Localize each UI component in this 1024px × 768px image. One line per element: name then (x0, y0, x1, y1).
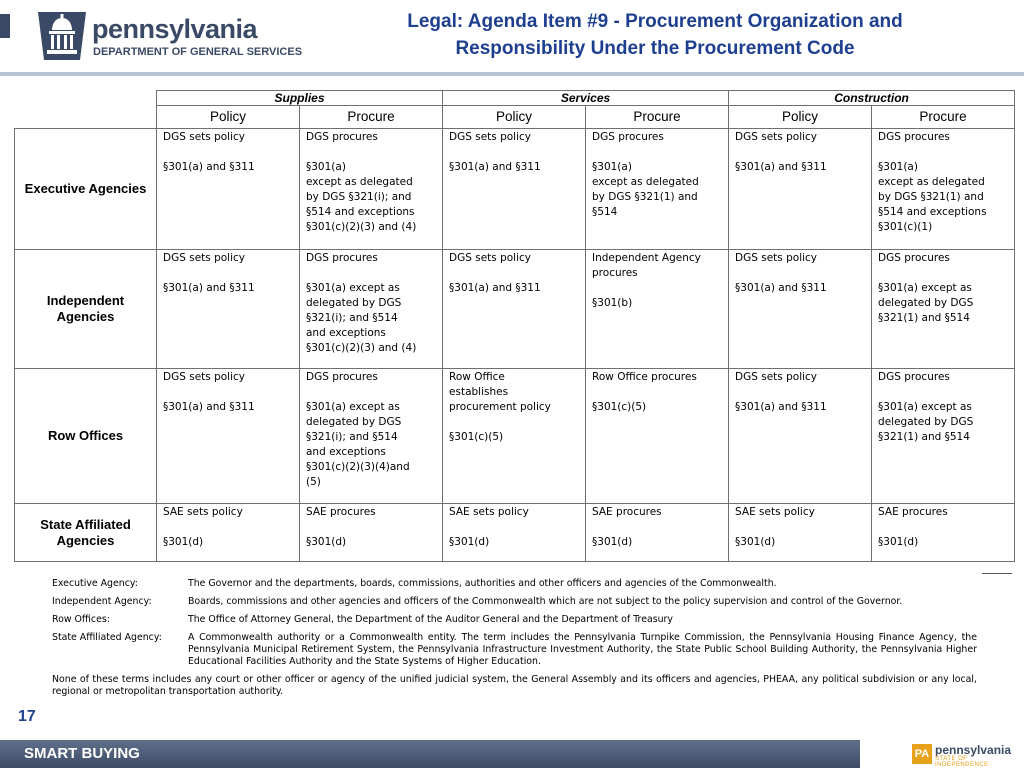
row-header-independent-agencies: Independent Agencies (15, 250, 157, 369)
exclusion-note: None of these terms includes any court or other officer or agency of the unified judicial system, the General Assembly and its officers and agencies, PHEAA, any political subdivision or any local, regional or metropolitan transportation authority. (52, 674, 977, 697)
pa-state-logo (912, 742, 1020, 766)
footer-bar (0, 740, 860, 768)
subheader-policy: Policy (729, 106, 872, 129)
pa-tagline: STATE OF INDEPENDENCE (935, 756, 989, 768)
table-cell: DGS sets policy §301(a) and §311 (729, 129, 872, 250)
slide-title-line-1: Legal: Agenda Item #9 - Procurement Organization and (407, 11, 903, 32)
slide-title (330, 8, 980, 62)
table-cell: DGS procures §301(a) except as delegated by DGS §321(1) and §514 (872, 250, 1015, 369)
definition-item (52, 578, 977, 590)
definition-item (52, 596, 977, 608)
table-cell: SAE sets policy §301(d) (157, 504, 300, 562)
slide-header (0, 0, 1024, 76)
pa-wordmark: pennsylvania (935, 743, 1012, 757)
table-cell: Independent Agency procures §301(b) (586, 250, 729, 369)
table-row (15, 129, 1015, 250)
header-accent-tab (0, 14, 10, 38)
table-cell: DGS sets policy §301(a) and §311 (443, 129, 586, 250)
table-cell: Row Office establishes procurement policy §301(c)(5) (443, 369, 586, 504)
dgs-logo (14, 8, 314, 64)
subheader-procure: Procure (300, 106, 443, 129)
definition-text: Boards, commissions and other agencies and officers of the Commonwealth which are not subject to the policy supervision and control of the Governor. (188, 596, 903, 607)
definition-term: Executive Agency: (52, 578, 138, 589)
table-cell: DGS procures §301(a) except as delegated by DGS §321(i); and §514 and exceptions §301(c)(2)(3)(4)and (5) (300, 369, 443, 504)
subheader-procure: Procure (586, 106, 729, 129)
divider (982, 573, 1012, 574)
slide-title-line-2: Responsibility Under the Procurement Code (455, 38, 855, 59)
definition-text: The Governor and the departments, boards, commissions, authorities and other officers and agencies of the Commonwealth. (188, 578, 777, 589)
row-header-state-affiliated-agencies: State Affiliated Agencies (15, 504, 157, 562)
table-row (15, 369, 1015, 504)
logo-wordmark: pennsylvania (92, 14, 258, 44)
group-header-supplies: Supplies (157, 91, 443, 106)
subheader-policy: Policy (443, 106, 586, 129)
definition-text: A Commonwealth authority or a Commonwealth entity. The term includes the Pennsylvania Turnpike Commission, the Pennsylvania Housing Finance Agency, the Pennsylvania Municipal Retirement System, the Pennsylvania Infrastructure Investment Authority, the State Public School Building Authority, the Pennsylvania Higher Educational Facilities Authority and the State Systems of Higher Education. (188, 632, 977, 667)
table-corner (15, 91, 157, 129)
row-header-row-offices: Row Offices (15, 369, 157, 504)
definitions-block (52, 578, 977, 698)
definition-term: Independent Agency: (52, 596, 152, 607)
table-cell: DGS sets policy §301(a) and §311 (157, 129, 300, 250)
group-header-services: Services (443, 91, 729, 106)
table-cell: DGS sets policy §301(a) and §311 (157, 250, 300, 369)
table-cell: DGS procures §301(a) except as delegated by DGS §321(1) and §514 (586, 129, 729, 250)
table-row (15, 250, 1015, 369)
row-header-executive-agencies: Executive Agencies (15, 129, 157, 250)
table-cell: SAE sets policy §301(d) (729, 504, 872, 562)
table-cell: SAE procures §301(d) (872, 504, 1015, 562)
subheader-policy: Policy (157, 106, 300, 129)
table-cell: Row Office procures §301(c)(5) (586, 369, 729, 504)
definition-text: The Office of Attorney General, the Department of the Auditor General and the Department of Treasury (188, 614, 673, 625)
subheader-procure: Procure (872, 106, 1015, 129)
slide-footer (0, 740, 1024, 768)
procurement-table (14, 90, 1014, 574)
definition-item (52, 632, 977, 668)
definition-term: State Affiliated Agency: (52, 632, 162, 643)
table-cell: SAE sets policy §301(d) (443, 504, 586, 562)
table-cell: DGS sets policy §301(a) and §311 (157, 369, 300, 504)
footer-label: SMART BUYING (24, 745, 140, 762)
table-cell: DGS sets policy §301(a) and §311 (729, 250, 872, 369)
table-cell: DGS procures §301(a) except as delegated by DGS §321(i); and §514 and exceptions §301(c)(2)(3) and (4) (300, 250, 443, 369)
table-cell: DGS procures §301(a) except as delegated by DGS §321(1) and §514 (872, 369, 1015, 504)
table-cell: SAE procures §301(d) (300, 504, 443, 562)
table-row (15, 504, 1015, 562)
table-cell: DGS procures §301(a) except as delegated by DGS §321(1) and §514 and exceptions §301(c)(1) (872, 129, 1015, 250)
table-cell: DGS procures §301(a) except as delegated by DGS §321(i); and §514 and exceptions §301(c)(2)(3) and (4) (300, 129, 443, 250)
page-number: 17 (18, 708, 36, 725)
keystone-capitol-icon (36, 8, 88, 62)
definition-term: Row Offices: (52, 614, 110, 625)
group-header-construction: Construction (729, 91, 1015, 106)
pa-mark-icon: PA (912, 744, 932, 764)
table-cell: DGS sets policy §301(a) and §311 (729, 369, 872, 504)
table-cell: SAE procures §301(d) (586, 504, 729, 562)
table-cell: DGS sets policy §301(a) and §311 (443, 250, 586, 369)
definition-item (52, 614, 977, 626)
logo-department: DEPARTMENT OF GENERAL SERVICES (93, 46, 303, 58)
